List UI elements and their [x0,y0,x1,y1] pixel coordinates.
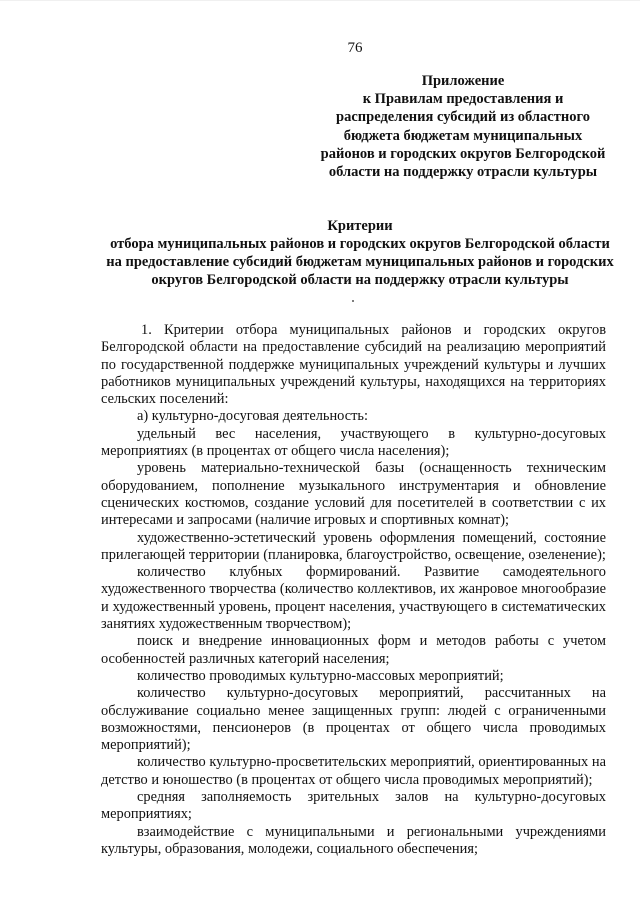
paragraph: количество клубных формирований. Развитие самодеятельного художественного творчества (количество коллективов, их жанровое многообразие и художественный уровень, процент населения, участвующего в систематических занятиях художественным творчеством); [101,564,606,633]
scan-edge [0,0,640,1]
paragraph: удельный вес населения, участвующего в культурно-досуговых мероприятиях (в процентах от общего числа населения); [101,425,606,460]
paragraph: взаимодействие с муниципальными и региональными учреждениями культуры, образования, молодежи, социального обеспечения; [101,823,606,857]
criteria-heading [95,217,625,289]
criteria-subtitle-line: отбора муниципальных районов и городских округов Белгородской области [110,236,610,252]
criteria-title: Критерии [327,218,393,234]
paragraph: количество культурно-досуговых мероприятий, рассчитанных на обслуживание социально менее защищенных групп: людей с ограниченными возможностями, пенсионеров (в процентах от общего числа проводимых мероприятий); [101,685,606,754]
paragraph: средняя заполняемость зрительных залов на культурно-досуговых мероприятиях; [101,789,606,823]
paragraph: уровень материально-технической базы (оснащенность техническим оборудованием, пополнение музыкального инструментария и обновление сценических костюмов, создание условий для посетителей в соответствии с их интересами и запросами (наличие игровых и спортивных комнат); [101,460,606,529]
appendix-line: районов и городских округов Белгородской [320,145,606,162]
appendix-line: бюджета бюджетам муниципальных [343,127,583,144]
criteria-subtitle-line: на предоставление субсидий бюджетам муниципальных районов и городских [106,254,614,270]
paragraph: поиск и внедрение инновационных форм и методов работы с учетом особенностей различных категорий населения; [101,633,606,667]
appendix-line: распределения субсидий из областного [336,109,590,126]
scan-speck [352,300,354,302]
paragraph: количество проводимых культурно-массовых мероприятий; [137,667,504,684]
appendix-line: Приложение [421,73,505,89]
appendix-header [308,72,618,181]
paragraph: 1. Критерии отбора муниципальных районов и городских округов Белгородской области на предоставление субсидий на реализацию мероприятий по государственной поддержке муниципальных учреждений культуры и лучших работников муниципальных учреждений культуры, находящихся на территориях сельских поселений: [101,322,606,408]
appendix-line: области на поддержку отрасли культуры [328,164,598,181]
criteria-subtitle-line: округов Белгородской области на поддержку отрасли культуры [151,272,569,288]
page-number: 76 [347,40,363,56]
paragraph: художественно-эстетический уровень оформления помещений, состояние прилегающей территории (планировка, благоустройство, освещение, озеленение); [101,529,606,563]
paragraph: количество культурно-просветительских мероприятий, ориентированных на детство и юношество (в процентах от общего числа проводимых мероприятий); [101,754,606,788]
paragraph: а) культурно-досуговая деятельность: [137,408,368,425]
appendix-line: к Правилам предоставления и [362,91,564,108]
document-body [101,322,606,858]
